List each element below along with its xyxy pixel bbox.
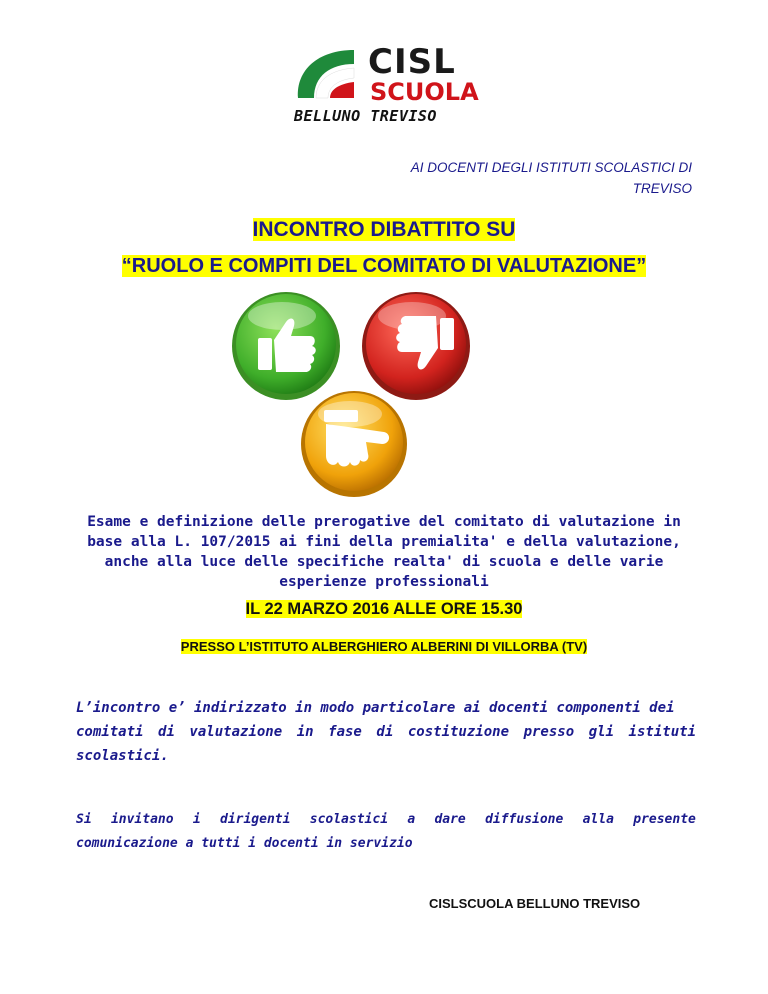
recipient-line-1: AI DOCENTI DEGLI ISTITUTI SCOLASTICI DI [410, 160, 692, 175]
logo-sub: SCUOLA [370, 78, 479, 106]
logo-city: BELLUNO TREVISO [294, 107, 437, 125]
thumbs-up-icon [232, 292, 340, 400]
thumbs-down-icon [362, 292, 470, 400]
description-line: esperienze professionali [279, 574, 489, 590]
title-line-2: “RUOLO E COMPITI DEL COMITATO DI VALUTAZIONE” [121, 255, 647, 277]
description [40, 512, 728, 592]
notice-line: scolastici. [76, 748, 169, 764]
invite-word: dirigenti [220, 812, 291, 827]
recipient-line-2: TREVISO [632, 181, 692, 196]
invite-word: invitano [110, 812, 174, 827]
invite-word: scolastici [309, 812, 389, 827]
cisl-emblem-icon [294, 44, 364, 102]
signature: CISLSCUOLA BELLUNO TREVISO [429, 896, 641, 911]
invite-line-2: comunicazione a tutti i docenti in servizio [76, 836, 413, 851]
cisl-scuola-logo [288, 40, 488, 130]
logo-brand: CISL [368, 42, 456, 82]
title-line-1: INCONTRO DIBATTITO SU [252, 218, 516, 241]
thumb-sideways-icon [301, 391, 407, 497]
notice [76, 696, 696, 768]
vote-thumbs-illustration [226, 292, 486, 497]
invite-word: dare [434, 812, 466, 827]
invite-word: Si [76, 812, 92, 827]
invite-word: presente [633, 812, 696, 827]
invite-word: diffusione [485, 812, 564, 827]
invite-line-1 [76, 808, 696, 832]
notice-line: comitati di valutazione in fase di costituzione presso gli istituti [76, 724, 696, 740]
notice-line: L’incontro e’ indirizzato in modo particolare ai docenti componenti dei [76, 700, 675, 716]
event-venue: PRESSO L’ISTITUTO ALBERGHIERO ALBERINI DI VILLORBA (TV) [180, 639, 588, 654]
invite-word: i [192, 812, 201, 827]
event-date: IL 22 MARZO 2016 ALLE ORE 15.30 [245, 600, 523, 618]
description-line: anche alla luce delle specifiche realta' di scuola e delle varie [104, 554, 664, 570]
description-line: base alla L. 107/2015 ai fini della premialita' e della valutazione, [87, 534, 681, 550]
description-line: Esame e definizione delle prerogative del comitato di valutazione in [87, 514, 681, 530]
invite-word: alla [582, 812, 614, 827]
invite-word: a [407, 812, 416, 827]
